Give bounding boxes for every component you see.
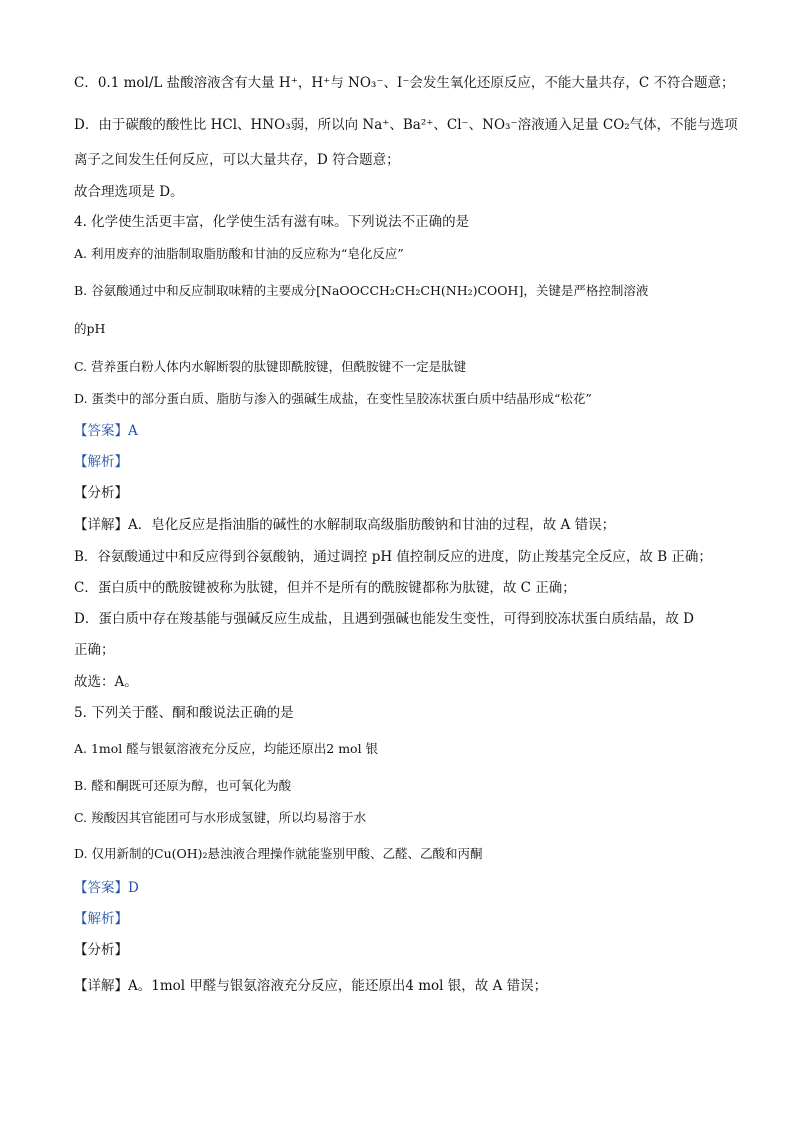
question-4-stem: 4. 化学使生活更丰富，化学使生活有滋有味。下列说法不正确的是 [74, 214, 470, 230]
analysis-label: 【分析】 [74, 942, 128, 958]
question-5-stem: 5. 下列关于醛、酮和酸说法正确的是 [74, 705, 294, 721]
question-5-option-b: B. 醛和酮既可还原为醇，也可氧化为酸 [74, 778, 292, 793]
question-5-option-a: A. 1mol 醛与银氨溶液充分反应，均能还原出2 mol 银 [74, 741, 379, 756]
explanation-label: 【解析】 [74, 454, 128, 470]
detail-line: 【详解】A．皂化反应是指油脂的碱性的水解制取高级脂肪酸钠和甘油的过程，故 A 错误； [74, 517, 616, 533]
conclusion-line: 故选：A。 [74, 674, 138, 690]
detail-line: 【详解】A。1mol 甲醛与银氨溶液充分反应，能还原出4 mol 银，故 A 错误； [74, 978, 548, 994]
detail-line: D．蛋白质中存在羧基能与强碱反应生成盐，且遇到强碱也能发生变性，可得到胶冻状蛋白质结晶，故 D [74, 611, 694, 627]
text-line: 离子之间发生任何反应，可以大量共存，D 符合题意； [74, 152, 400, 168]
question-4-option-a: A. 利用废弃的油脂制取脂肪酸和甘油的反应称为“皂化反应” [74, 246, 404, 261]
explanation-label: 【解析】 [74, 911, 128, 927]
question-4-option-b-cont: 的pH [74, 321, 106, 336]
detail-line: 正确； [74, 642, 115, 658]
question-4-option-b: B. 谷氨酸通过中和反应制取味精的主要成分[NaOOCCH₂CH₂CH(NH₂)COOH]，关键是严格控制溶液 [74, 283, 649, 298]
text-line: D．由于碳酸的酸性比 HCl、HNO₃弱，所以向 Na⁺、Ba²⁺、Cl⁻、NO₃⁻溶液通入足量 CO₂气体，不能与选项 [74, 117, 738, 133]
question-5-option-c: C. 羧酸因其官能团可与水形成氢键，所以均易溶于水 [74, 810, 367, 825]
question-5-option-d: D. 仅用新制的Cu(OH)₂悬浊液合理操作就能鉴别甲酸、乙醛、乙酸和丙酮 [74, 846, 483, 861]
text-line: C．0.1 mol/L 盐酸溶液含有大量 H⁺，H⁺与 NO₃⁻、I⁻会发生氧化还原反应，不能大量共存，C 不符合题意； [74, 75, 735, 91]
answer-label: 【答案】D [74, 880, 139, 896]
detail-line: C．蛋白质中的酰胺键被称为肽键，但并不是所有的酰胺键都称为肽键，故 C 正确； [74, 580, 576, 596]
analysis-label: 【分析】 [74, 485, 128, 501]
question-4-option-c: C. 营养蛋白粉人体内水解断裂的肽键即酰胺键，但酰胺键不一定是肽键 [74, 359, 467, 374]
question-4-option-d: D. 蛋类中的部分蛋白质、脂肪与渗入的强碱生成盐，在变性呈胶冻状蛋白质中结晶形成“松花” [74, 391, 592, 406]
detail-line: B．谷氨酸通过中和反应得到谷氨酸钠，通过调控 pH 值控制反应的进度，防止羧基完全反应，故 B 正确； [74, 549, 712, 565]
answer-label: 【答案】A [74, 423, 138, 439]
text-line: 故合理选项是 D。 [74, 184, 184, 200]
